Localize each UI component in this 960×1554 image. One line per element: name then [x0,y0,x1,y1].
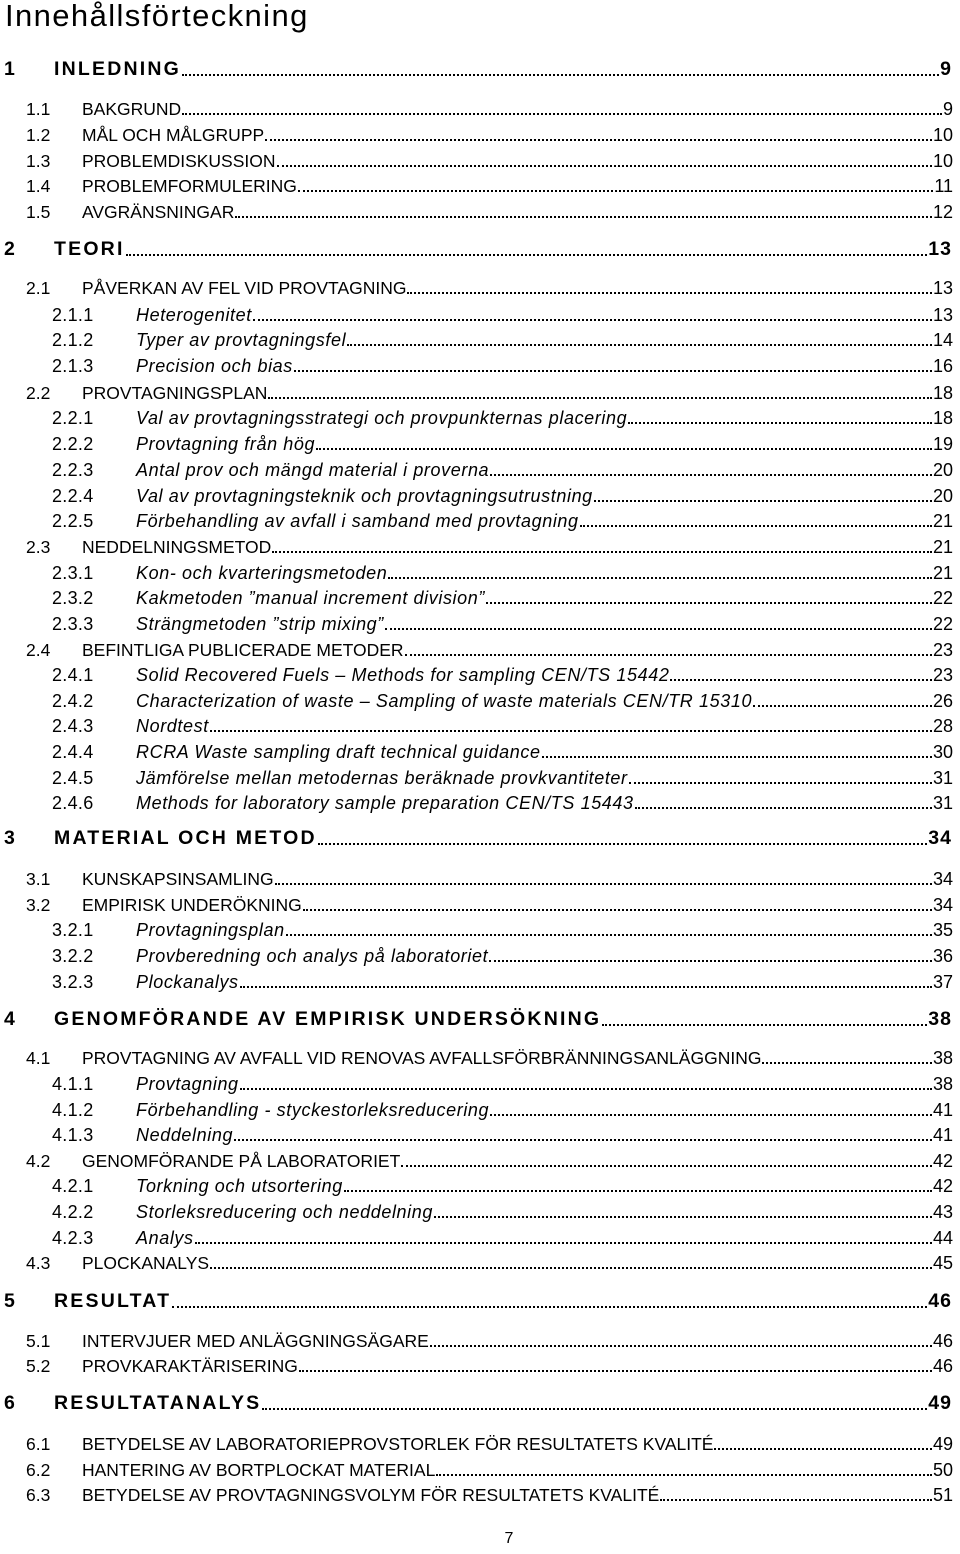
toc-entry-page: 51 [932,1485,953,1505]
toc-entry-title: EMPIRISK UNDERÖKNING [82,895,302,915]
dot-leader [401,1165,932,1167]
toc-entry[interactable] [52,969,953,993]
toc-entry-title: GENOMFÖRANDE AV EMPIRISK UNDERSÖKNING [54,1008,602,1030]
toc-entry[interactable] [52,713,953,737]
toc-entry[interactable] [52,353,953,377]
toc-entry-number: 6.3 [26,1485,51,1505]
dot-leader [182,74,939,76]
toc-entry[interactable] [26,637,953,661]
dot-leader [126,254,928,256]
toc-entry[interactable] [52,585,953,609]
toc-entry-number: 2.1.3 [52,356,94,376]
toc-entry-page: 10 [932,151,953,171]
toc-entry-page: 10 [932,125,953,145]
toc-entry[interactable] [52,917,953,941]
toc-entry-number: 4.1.2 [52,1100,94,1120]
toc-entry[interactable] [26,122,953,146]
toc-entry[interactable] [26,892,953,916]
toc-entry-number: 3.2 [26,895,51,915]
toc-entry-number: 2.4.1 [52,665,94,685]
toc-entry-number: 2.1.2 [52,330,94,350]
toc-entry-number: 4.2 [26,1151,51,1171]
toc-entry[interactable] [26,866,953,890]
toc-entry-number: 5.1 [26,1331,51,1351]
toc-entry[interactable] [52,431,953,455]
toc-entry[interactable] [52,1199,953,1223]
toc-entry-title: Val av provtagningsteknik och provtagningsutrustning [136,486,593,506]
toc-entry-number: 4.3 [26,1253,51,1273]
page-title: Innehållsförteckning [5,0,309,33]
toc-entry-title: Jämförelse mellan metodernas beräknade provkvantiteter [136,768,628,788]
dot-leader [490,474,932,476]
toc-entry-page: 34 [928,827,952,849]
toc-entry[interactable] [52,508,953,532]
dot-leader [253,319,932,321]
toc-entry-title: Antal prov och mängd material i proverna [136,460,490,480]
dot-leader [486,602,932,604]
dot-leader [210,1267,932,1269]
toc-entry-title: Analys [136,1228,194,1248]
toc-entry[interactable] [26,1482,953,1506]
dot-leader [542,756,932,758]
toc-entry[interactable] [52,1071,953,1095]
toc-entry-page: 49 [928,1392,952,1414]
dot-leader [262,1408,927,1410]
toc-entry-number: 2.3.3 [52,614,94,634]
toc-entry-page: 31 [932,768,953,788]
toc-entry[interactable] [26,96,953,120]
toc-entry-title: Provtagning [136,1074,239,1094]
toc-entry-title: PROVKARAKTÄRISERING [82,1356,298,1376]
toc-entry-number: 1.5 [26,202,51,222]
toc-entry-number: 6.1 [26,1434,51,1454]
dot-leader [268,397,932,399]
toc-entry-title: Nordtest [136,716,209,736]
toc-entry-page: 23 [932,640,953,660]
dot-leader [195,1242,932,1244]
toc-entry-page: 46 [928,1290,952,1312]
toc-entry[interactable] [52,611,953,635]
toc-entry-page: 21 [932,537,953,557]
toc-entry-number: 2.4.6 [52,793,94,813]
toc-entry-page: 9 [942,99,953,119]
toc-entry-title: INTERVJUER MED ANLÄGGNINGSÄGARE [82,1331,429,1351]
toc-entry-title: Characterization of waste – Sampling of waste materials CEN/TR 15310 [136,691,753,711]
toc-entry-number: 4.2.3 [52,1228,94,1248]
toc-entry-page: 11 [934,176,953,196]
toc-entry-number: 1.1 [26,99,51,119]
toc-entry-number: 2.3 [26,537,51,557]
toc-entry[interactable] [26,199,953,223]
toc-entry[interactable] [26,148,953,172]
toc-entry-number: 2.1 [26,278,51,298]
toc-entry-page: 34 [932,895,953,915]
dot-leader [629,782,932,784]
toc-entry-title: NEDDELNINGSMETOD [82,537,272,557]
dot-leader [344,1190,932,1192]
toc-entry[interactable] [4,1289,952,1313]
dot-leader [407,292,931,294]
toc-entry[interactable] [26,1353,953,1377]
toc-entry-title: PLOCKANALYS [82,1253,210,1273]
dot-leader [286,934,932,936]
page-number: 7 [504,1530,514,1547]
dot-leader [235,216,932,218]
toc-entry[interactable] [4,57,952,81]
dot-leader [298,190,933,192]
toc-entry[interactable] [26,380,953,404]
toc-entry-page: 13 [928,238,952,260]
toc-entry-number: 1.4 [26,176,51,196]
toc-entry-title: PROBLEMFORMULERING [82,176,297,196]
toc-entry[interactable] [52,739,953,763]
toc-entry-page: 21 [932,563,953,583]
dot-leader [318,843,928,845]
dot-leader [385,628,932,630]
toc-entry-number: 5.2 [26,1356,51,1376]
toc-entry[interactable] [4,237,952,261]
toc-entry-page: 46 [932,1331,953,1351]
toc-entry[interactable] [52,457,953,481]
toc-entry-title: Heterogenitet [136,305,252,325]
toc-entry[interactable] [52,790,953,814]
toc-entry-page: 45 [932,1253,953,1273]
dot-leader [240,1088,932,1090]
toc-entry-title: HANTERING AV BORTPLOCKAT MATERIAL [82,1460,436,1480]
toc-entry-title: PROVTAGNINGSPLAN [82,383,268,403]
toc-entry-number: 2.1.1 [52,305,94,325]
toc-entry-page: 22 [932,588,953,608]
toc-entry[interactable] [26,1431,953,1455]
toc-entry-title: PÅVERKAN AV FEL VID PROVTAGNING [82,278,407,298]
toc-entry-title: MÅL OCH MÅLGRUPP [82,125,265,145]
dot-leader [762,1062,932,1064]
toc-entry-page: 43 [932,1202,953,1222]
toc-entry-number: 2.2 [26,383,51,403]
toc-entry-number: 4.1.1 [52,1074,94,1094]
toc-entry-page: 13 [932,278,953,298]
toc-entry-number: 3.1 [26,869,51,889]
dot-leader [628,422,932,424]
dot-leader [234,1139,932,1141]
toc-entry-page: 9 [940,58,952,80]
toc-entry-title: Val av provtagningsstrategi och provpunkternas placering [136,408,628,428]
toc-entry-page: 36 [932,946,953,966]
toc-entry-page: 37 [932,972,953,992]
toc-entry-number: 3.2.2 [52,946,94,966]
toc-entry-page: 28 [932,716,953,736]
toc-entry-number: 3.2.1 [52,920,94,940]
toc-entry[interactable] [26,1250,953,1274]
dot-leader [347,344,932,346]
dot-leader [299,1370,932,1372]
toc-entry-number: 2.2.1 [52,408,94,428]
toc-entry-page: 42 [932,1151,953,1171]
toc-entry-number: 5 [4,1290,18,1312]
toc-entry-page: 22 [932,614,953,634]
dot-leader [670,679,932,681]
toc-entry-title: BETYDELSE AV PROVTAGNINGSVOLYM FÖR RESULTATETS KVALITÉ [82,1485,660,1505]
toc-entry-title: BEFINTLIGA PUBLICERADE METODER [82,640,404,660]
toc-entry-page: 38 [928,1008,952,1030]
toc-entry-number: 2.4.4 [52,742,94,762]
toc-entry[interactable] [52,1173,953,1197]
dot-leader [388,577,932,579]
toc-entry-number: 1.3 [26,151,51,171]
toc-entry-title: KUNSKAPSINSAMLING [82,869,274,889]
toc-entry-page: 16 [932,356,953,376]
dot-leader [434,1216,932,1218]
dot-leader [580,525,932,527]
toc-entry-page: 44 [932,1228,953,1248]
dot-leader [490,1114,932,1116]
toc-entry-number: 4.2.1 [52,1176,94,1196]
dot-leader [182,113,942,115]
toc-entry[interactable] [52,1225,953,1249]
dot-leader [172,1306,927,1308]
toc-entry-title: Förbehandling av avfall i samband med provtagning [136,511,579,531]
toc-entry-title: Precision och bias [136,356,293,376]
toc-entry-number: 4.1.3 [52,1125,94,1145]
toc-entry-number: 4.2.2 [52,1202,94,1222]
dot-leader [303,909,932,911]
toc-entry-title: Provtagning från hög [136,434,316,454]
toc-entry-title: Torkning och utsortering [136,1176,343,1196]
toc-entry-title: TEORI [54,238,125,260]
toc-entry-page: 30 [932,742,953,762]
dot-leader [294,370,932,372]
toc-entry[interactable] [4,1007,952,1031]
toc-entry-number: 2.3.1 [52,563,94,583]
toc-entry[interactable] [4,826,952,850]
toc-entry-number: 2.4.5 [52,768,94,788]
dot-leader [277,165,932,167]
toc-entry-title: RESULTATANALYS [54,1392,262,1414]
dot-leader [635,807,932,809]
toc-entry-title: Förbehandling - styckestorleksreducering [136,1100,490,1120]
toc-entry-page: 34 [932,869,953,889]
toc-entry-title: Storleksreducering och neddelning [136,1202,433,1222]
toc-entry[interactable] [26,275,953,299]
toc-entry-page: 42 [932,1176,953,1196]
toc-entry-page: 18 [932,408,953,428]
toc-entry[interactable] [26,1045,953,1069]
toc-entry-page: 19 [932,434,953,454]
toc-entry-number: 2.3.2 [52,588,94,608]
dot-leader [210,730,932,732]
dot-leader [714,1448,931,1450]
toc-entry[interactable] [52,688,953,712]
toc-entry-page: 20 [932,460,953,480]
toc-entry-title: Neddelning [136,1125,234,1145]
toc-entry-title: Solid Recovered Fuels – Methods for sampling CEN/TS 15442 [136,665,670,685]
toc-entry[interactable] [26,173,953,197]
toc-entry[interactable] [26,1148,953,1172]
toc-entry-title: Typer av provtagningsfel [136,330,347,350]
toc-entry-page: 12 [932,202,953,222]
toc-entry[interactable] [52,765,953,789]
toc-entry-page: 50 [932,1460,953,1480]
toc-entry-title: Kakmetoden ”manual increment division” [136,588,485,608]
dot-leader [265,139,932,141]
dot-leader [660,1499,932,1501]
toc-entry-title: MATERIAL OCH METOD [54,827,317,849]
toc-entry-number: 2 [4,238,18,260]
toc-entry-page: 38 [932,1074,953,1094]
toc-entry-number: 2.2.2 [52,434,94,454]
toc-entry[interactable] [52,1122,953,1146]
toc-entry-page: 31 [932,793,953,813]
toc-entry-number: 3 [4,827,18,849]
dot-leader [489,960,932,962]
toc-entry-number: 2.4 [26,640,51,660]
toc-entry-number: 2.4.2 [52,691,94,711]
dot-leader [240,986,932,988]
toc-entry[interactable] [26,1328,953,1352]
toc-entry-title: Kon- och kvarteringsmetoden [136,563,388,583]
dot-leader [594,500,932,502]
toc-entry-title: Plockanalys [136,972,239,992]
toc-entry-page: 38 [932,1048,953,1068]
toc-entry-number: 1 [4,58,18,80]
toc-entry-page: 35 [932,920,953,940]
toc-entry[interactable] [26,534,953,558]
dot-leader [753,705,932,707]
toc-entry-title: Strängmetoden ”strip mixing” [136,614,384,634]
toc-entry[interactable] [52,302,953,326]
toc-entry-page: 18 [932,383,953,403]
toc-entry-number: 3.2.3 [52,972,94,992]
toc-entry[interactable] [4,1391,952,1415]
dot-leader [405,654,932,656]
toc-entry-page: 49 [932,1434,953,1454]
toc-entry-title: PROBLEMDISKUSSION [82,151,276,171]
toc-entry-page: 23 [932,665,953,685]
toc-entry-page: 41 [932,1125,953,1145]
toc-entry-page: 20 [932,486,953,506]
toc-entry-number: 2.2.4 [52,486,94,506]
toc-entry[interactable] [52,560,953,584]
toc-entry[interactable] [52,483,953,507]
toc-entry[interactable] [52,943,953,967]
toc-entry-page: 13 [932,305,953,325]
toc-entry[interactable] [52,662,953,686]
toc-entry-page: 41 [932,1100,953,1120]
toc-entry-title: INLEDNING [54,58,182,80]
toc-entry[interactable] [52,1097,953,1121]
toc-entry-page: 26 [932,691,953,711]
toc-entry-page: 14 [932,330,953,350]
toc-entry[interactable] [52,405,953,429]
toc-entry-title: Provberedning och analys på laboratoriet [136,946,489,966]
toc-entry-page: 21 [932,511,953,531]
dot-leader [436,1474,932,1476]
toc-entry-number: 6.2 [26,1460,51,1480]
toc-entry[interactable] [52,327,953,351]
toc-entry-title: RCRA Waste sampling draft technical guidance [136,742,541,762]
toc-entry-title: AVGRÄNSNINGAR [82,202,235,222]
toc-entry-title: Methods for laboratory sample preparation CEN/TS 15443 [136,793,634,813]
toc-entry-number: 6 [4,1392,18,1414]
toc-entry-title: PROVTAGNING AV AVFALL VID RENOVAS AVFALLSFÖRBRÄNNINGSANLÄGGNING [82,1048,762,1068]
dot-leader [430,1345,932,1347]
toc-entry-page: 46 [932,1356,953,1376]
toc-entry-number: 4.1 [26,1048,51,1068]
toc-entry-number: 2.2.3 [52,460,94,480]
toc-entry-number: 4 [4,1008,18,1030]
dot-leader [316,448,932,450]
dot-leader [272,551,932,553]
toc-entry-number: 1.2 [26,125,51,145]
toc-entry-title: BAKGRUND [82,99,182,119]
toc-entry[interactable] [26,1457,953,1481]
dot-leader [602,1024,927,1026]
toc-entry-title: RESULTAT [54,1290,172,1312]
toc-entry-title: BETYDELSE AV LABORATORIEPROVSTORLEK FÖR RESULTATETS KVALITÉ [82,1434,714,1454]
toc-entry-number: 2.4.3 [52,716,94,736]
toc-entry-number: 2.2.5 [52,511,94,531]
toc-entry-title: GENOMFÖRANDE PÅ LABORATORIET [82,1151,401,1171]
toc-entry-title: Provtagningsplan [136,920,285,940]
dot-leader [275,883,932,885]
